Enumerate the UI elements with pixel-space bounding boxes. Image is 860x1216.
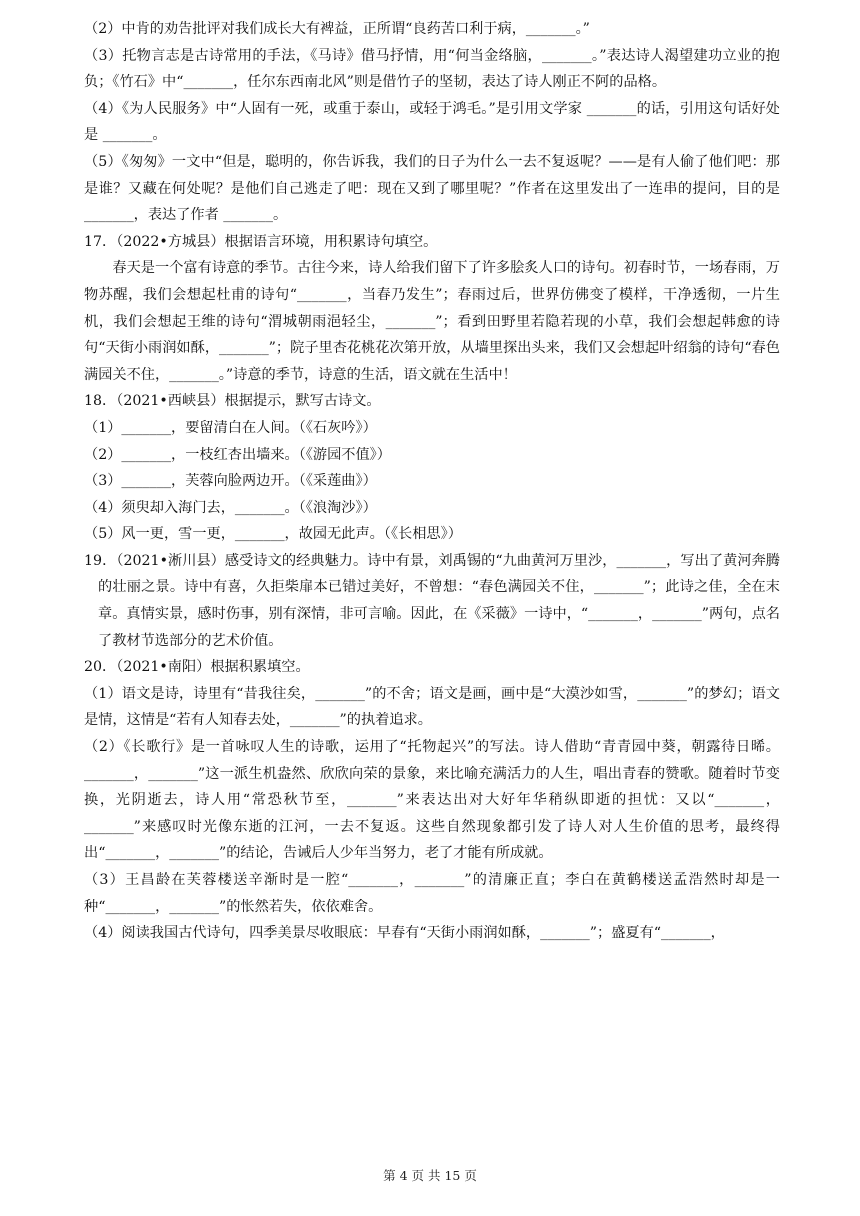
question-18-item-5: （5）风一更，雪一更，_______，故园无此声。（《长相思》） [84,526,462,543]
question-16-item-5: （5）《匆匆》一文中“但是，聪明的，你告诉我，我们的日子为什么一去不复返呢？——是有人偷了他们吧：那是谁？又藏在何处呢？是他们自己逃走了吧：现在又到了哪里呢？”作者在这里发出了一连串的提问，目的是 _______，表达了作者 _______。 [84,153,780,224]
page-content [84,16,780,947]
question-18-item-4: （4）须臾却入海门去，_______。（《浪淘沙》） [84,499,377,516]
question-20-item-2: （2）《长歌行》是一首咏叹人生的诗歌，运用了“托物起兴”的写法。诗人借助“青青园中葵，朝露待日晞。_______，_______”这一派生机盎然、欣欣向荣的景象，来比喻充满活力的人生，唱出青春的赞歌。随着时节变换，光阴逝去，诗人用“常恐秋节至，_______”来表达出对大好年华稍纵即逝的担忧：又以“_______，_______”来感叹时光像东逝的江河，一去不复返。这些自然现象都引发了诗人对人生价值的思考，最终得出“_______，_______”的结论，告诫后人少年当努力，老了才能有所成就。 [84,739,780,862]
question-19: 19．（2021•淅川县）感受诗文的经典魅力。诗中有景，刘禹锡的“九曲黄河万里沙，_______，写出了黄河奔腾的壮丽之景。诗中有喜，久拒柴扉本已错过美好，不曾想：“春色满园关不住，_______”；此诗之佳，全在末章。真情实景，感时伤事，别有深情，非可言喻。因此，在《采薇》一诗中，“_______，_______”两句，点名了教材节选部分的艺术价值。 [84,552,780,649]
question-16-item-4: （4）《为人民服务》中“人固有一死，或重于泰山，或轻于鸿毛。”是引用文学家 _______的话，引用这句话好处是 _______。 [84,100,780,144]
question-18-item-1: （1）_______，要留清白在人间。（《石灰吟》） [84,419,377,436]
question-17-body: 春天是一个富有诗意的季节。古往今来，诗人给我们留下了许多脍炙人口的诗句。初春时节，一场春雨，万物苏醒，我们会想起杜甫的诗句“_______，当春乃发生”；春雨过后，世界仿佛变了模样，干净透彻，一片生机，我们会想起王维的诗句“渭城朝雨浥轻尘，_______”；看到田野里若隐若现的小草，我们会想起韩愈的诗句“天街小雨润如酥，_______”；院子里杏花桃花次第开放，从墙里探出头来，我们又会想起叶绍翁的诗句“春色满园关不住，_______。”诗意的季节，诗意的生活，语文就在生活中！ [84,260,780,383]
question-18-item-3: （3）_______，芙蓉向脸两边开。（《采莲曲》） [84,473,377,490]
question-20-item-1: （1）语文是诗，诗里有“昔我往矣，_______”的不舍；语文是画，画中是“大漠沙如雪，_______”的梦幻；语文是情，这情是“若有人知春去处，_______”的执着追求。 [84,685,780,729]
page-footer: 第 4 页 共 15 页 [383,1168,477,1183]
question-20-item-4: （4）阅读我国古代诗句，四季美景尽收眼底：早春有“天街小雨润如酥，_______”；盛夏有“_______， [84,925,725,942]
question-20-title: 20．（2021•南阳）根据积累填空。 [84,659,310,676]
question-17-title: 17．（2022•方城县）根据语言环境，用积累诗句填空。 [84,233,438,250]
question-16-item-3: （3）托物言志是古诗常用的手法，《马诗》借马抒情，用“何当金络脑，_______。”表达诗人渴望建功立业的抱负；《竹石》中“_______，任尔东西南北风”则是借竹子的坚韧，表达了诗人刚正不阿的品格。 [84,47,780,91]
question-20-item-3: （3）王昌龄在芙蓉楼送辛渐时是一腔“_______，_______”的清廉正直；李白在黄鹤楼送孟浩然时却是一种“_______，_______”的怅然若失，依依难舍。 [84,872,780,915]
question-18-title: 18．（2021•西峡县）根据提示，默写古诗文。 [84,393,381,410]
question-16-item-2: （2）中肯的劝告批评对我们成长大有裨益，正所谓“良药苦口利于病，_______。” [84,21,590,37]
question-18-item-2: （2）_______，一枝红杏出墙来。（《游园不值》） [84,446,391,463]
